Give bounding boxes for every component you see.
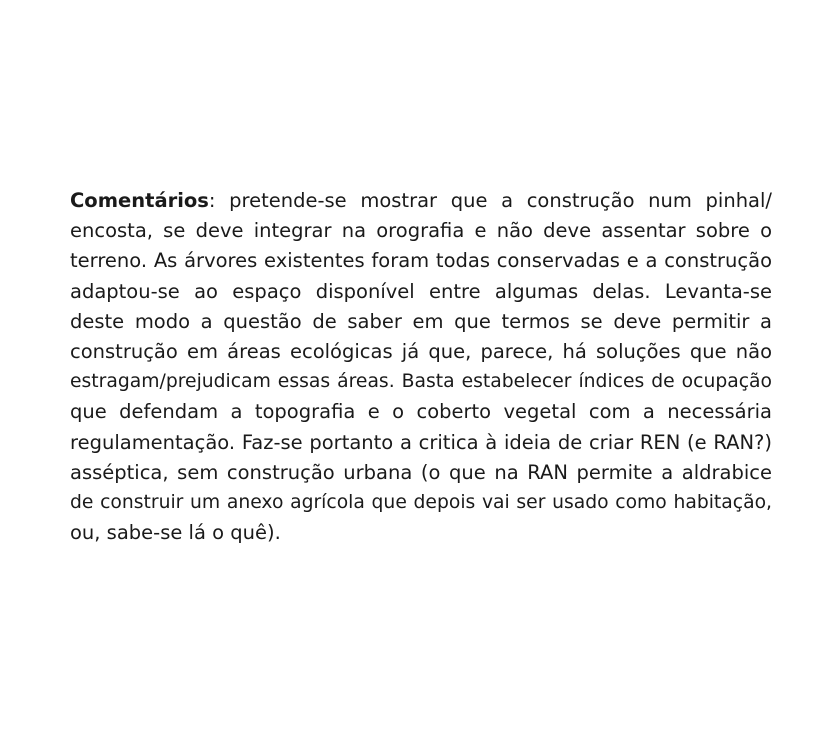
paragraph-line-3: terreno. As árvores existentes foram todas conservadas e a construção (70, 249, 772, 273)
paragraph-line-6: construção em áreas ecológicas já que, parece, há soluções que não (70, 339, 772, 363)
paragraph-line-1 (70, 186, 772, 216)
paragraph-line-11: de construir um anexo agrícola que depois vai ser usado como habitação, (70, 491, 772, 513)
paragraph-line-10: asséptica, sem construção urbana (o que na RAN permite a aldrabice (70, 460, 772, 484)
paragraph-text: : pretende-se mostrar que a construção num pinhal/ (208, 189, 772, 212)
comments-label: Comentários (70, 189, 209, 212)
paragraph-line-12: ou, sabe-se lá o quê). (70, 521, 281, 545)
paragraph-line-8: que defendam a topografia e o coberto vegetal com a necessária (70, 400, 772, 424)
paragraph-line-2: encosta, se deve integrar na orografia e não deve assentar sobre o (70, 219, 772, 243)
paragraph-line-5: deste modo a questão de saber em que termos se deve permitir a (70, 309, 772, 333)
comments-paragraph (70, 186, 772, 548)
paragraph-line-4: adaptou-se ao espaço disponível entre algumas delas. Levanta-se (70, 279, 772, 303)
paragraph-line-9: regulamentação. Faz-se portanto a critica à ideia de criar REN (e RAN?) (70, 430, 772, 454)
paragraph-line-7: estragam/prejudicam essas áreas. Basta estabelecer índices de ocupação (70, 371, 772, 393)
